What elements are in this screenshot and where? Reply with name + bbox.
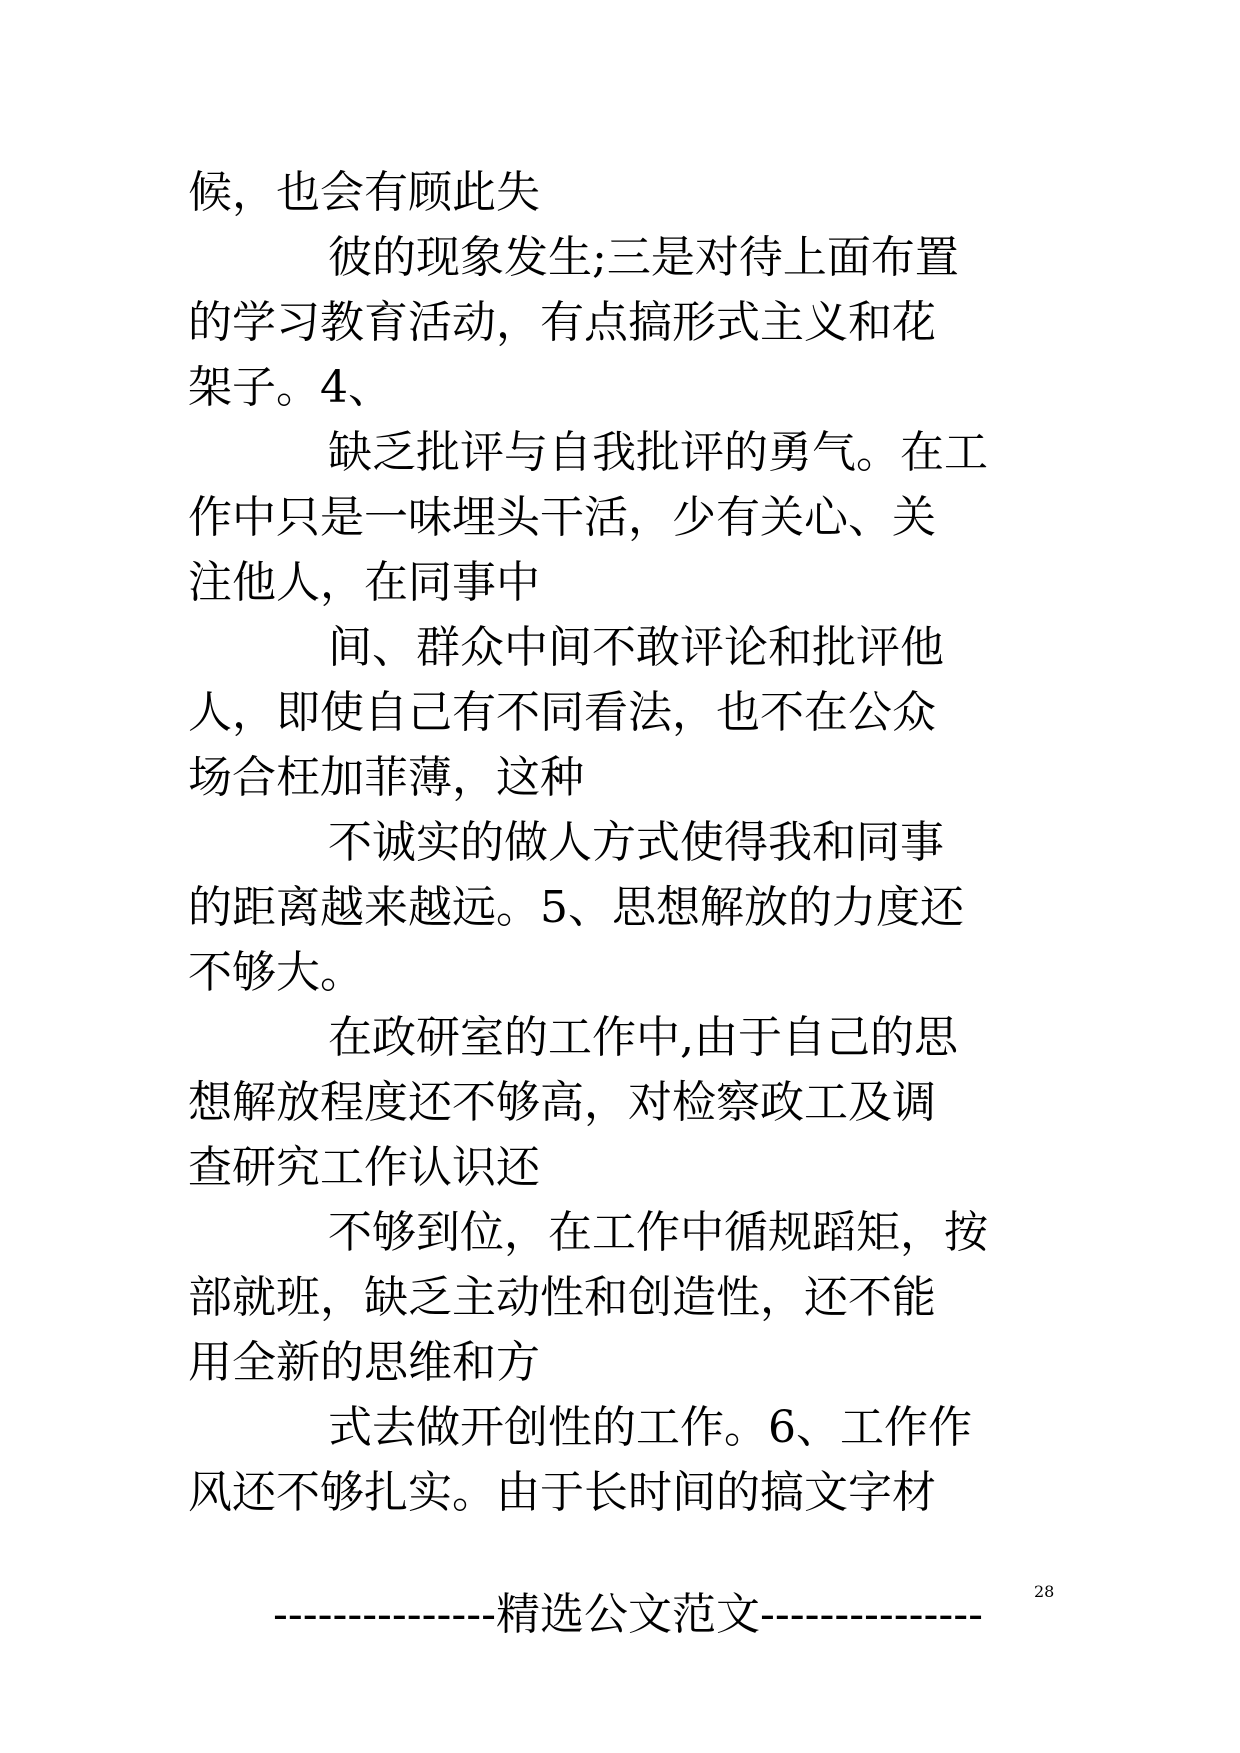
text-line-9: 人，即使自己有不同看法，也不在公众: [188, 687, 936, 738]
text-line-15: 想解放程度还不够高，对检察政工及调: [188, 1077, 936, 1128]
page-footer: ---------------精选公文范文---------------: [272, 1589, 983, 1640]
text-line-17: 不够到位，在工作中循规蹈矩，按: [328, 1207, 988, 1258]
text-line-8: 间、群众中间不敢评论和批评他: [328, 622, 944, 673]
text-line-10: 场合枉加菲薄，这种: [188, 752, 584, 803]
text-line-3: 的学习教育活动，有点搞形式主义和花: [188, 297, 936, 348]
text-line-5: 缺乏批评与自我批评的勇气。在工: [328, 427, 988, 478]
text-line-4: 架子。4、: [188, 362, 392, 413]
text-line-14: 在政研室的工作中,由于自己的思: [328, 1012, 958, 1063]
page-number: 28: [1034, 1582, 1055, 1601]
text-line-20: 式去做开创性的工作。6、工作作: [328, 1402, 972, 1453]
text-line-12: 的距离越来越远。5、思想解放的力度还: [188, 882, 964, 933]
document-body: [188, 160, 1068, 1525]
text-line-6: 作中只是一味埋头干活，少有关心、关: [188, 492, 936, 543]
text-line-2: 彼的现象发生;三是对待上面布置: [328, 232, 959, 283]
text-line-19: 用全新的思维和方: [188, 1337, 540, 1388]
text-line-16: 查研究工作认识还: [188, 1142, 540, 1193]
text-line-13: 不够大。: [188, 947, 364, 998]
text-line-7: 注他人，在同事中: [188, 557, 540, 608]
text-line-1: 候，也会有顾此失: [188, 167, 540, 218]
text-line-11: 不诚实的做人方式使得我和同事: [328, 817, 944, 868]
text-line-21: 风还不够扎实。由于长时间的搞文字材: [188, 1467, 936, 1518]
text-line-18: 部就班，缺乏主动性和创造性，还不能: [188, 1272, 936, 1323]
